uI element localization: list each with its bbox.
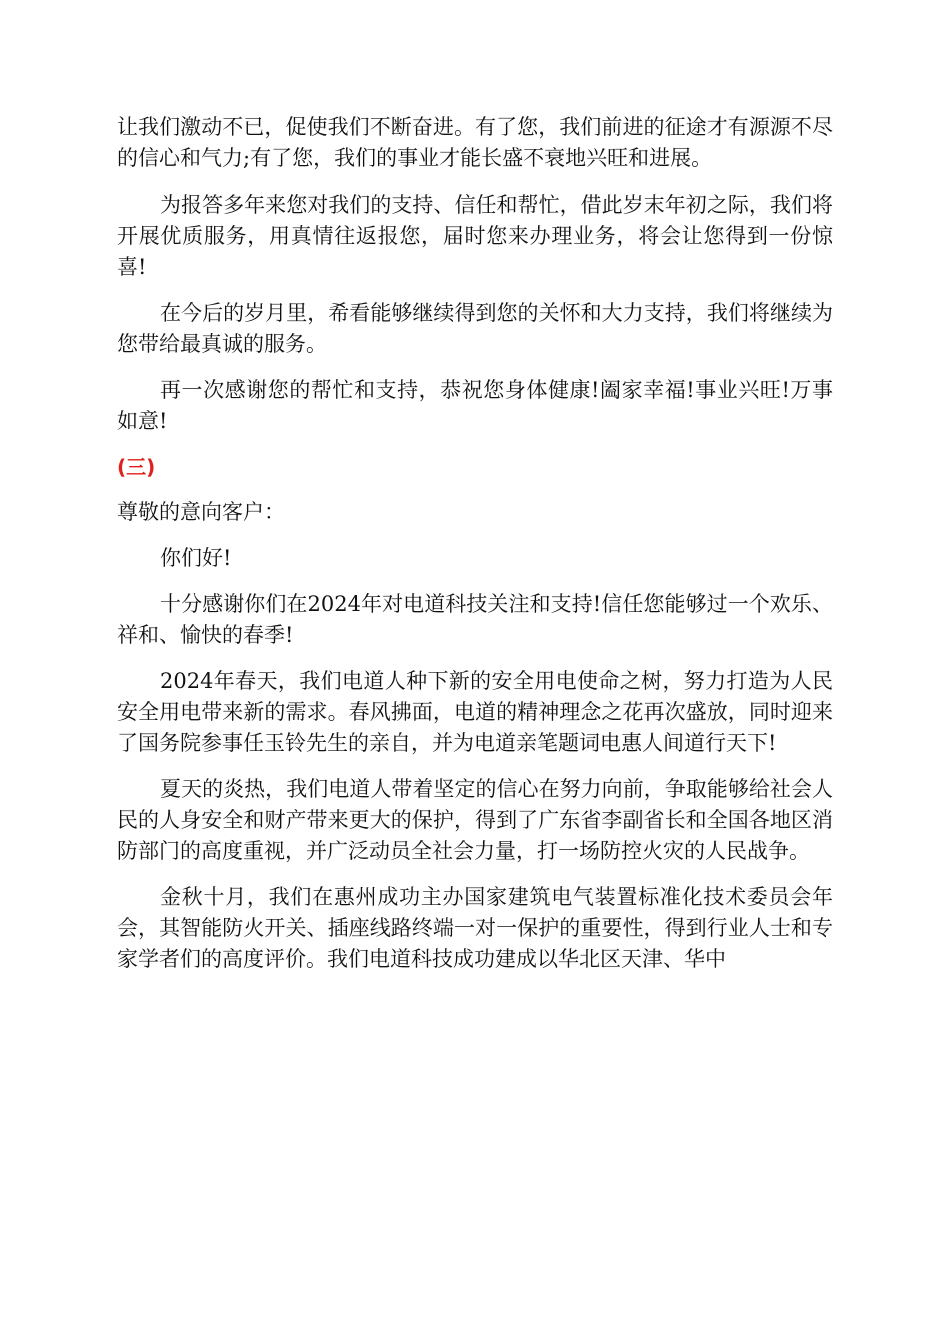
section-heading: (三) [117, 455, 156, 479]
greeting: 你们好! [160, 546, 232, 570]
paragraph: 让我们激动不已，促使我们不断奋进。有了您，我们前进的征途才有源源不尽的信心和气力;有了您，我们的事业才能长盛不衰地兴旺和进展。 [117, 115, 833, 170]
salutation: 尊敬的意向客户： [117, 500, 285, 524]
document-page [117, 112, 833, 990]
paragraph: 再一次感谢您的帮忙和支持，恭祝您身体健康!阖家幸福!事业兴旺!万事如意! [117, 378, 833, 433]
paragraph: 夏天的炎热，我们电道人带着坚定的信心在努力向前，争取能够给社会人民的人身安全和财产带来更大的保护，得到了广东省李副省长和全国各地区消防部门的高度重视，并广泛动员全社会力量，打一场防控火灾的人民战争。 [117, 777, 833, 863]
paragraph: 在今后的岁月里，希看能够继续得到您的关怀和大力支持，我们将继续为您带给最真诚的服务。 [117, 301, 833, 356]
paragraph: 十分感谢你们在2024年对电道科技关注和支持!信任您能够过一个欢乐、祥和、愉快的春季! [117, 592, 833, 647]
paragraph: 为报答多年来您对我们的支持、信任和帮忙，借此岁末年初之际，我们将开展优质服务，用真情往返报您，届时您来办理业务，将会让您得到一份惊喜! [117, 193, 833, 279]
paragraph: 2024年春天，我们电道人种下新的安全用电使命之树，努力打造为人民安全用电带来新的需求。春风拂面，电道的精神理念之花再次盛放，同时迎来了国务院参事任玉铃先生的亲自，并为电道亲笔题词电惠人间道行天下! [117, 669, 833, 755]
paragraph: 金秋十月，我们在惠州成功主办国家建筑电气装置标准化技术委员会年会，其智能防火开关、插座线路终端一对一保护的重要性，得到行业人士和专家学者们的高度评价。我们电道科技成功建成以华北区天津、华中 [117, 885, 833, 971]
